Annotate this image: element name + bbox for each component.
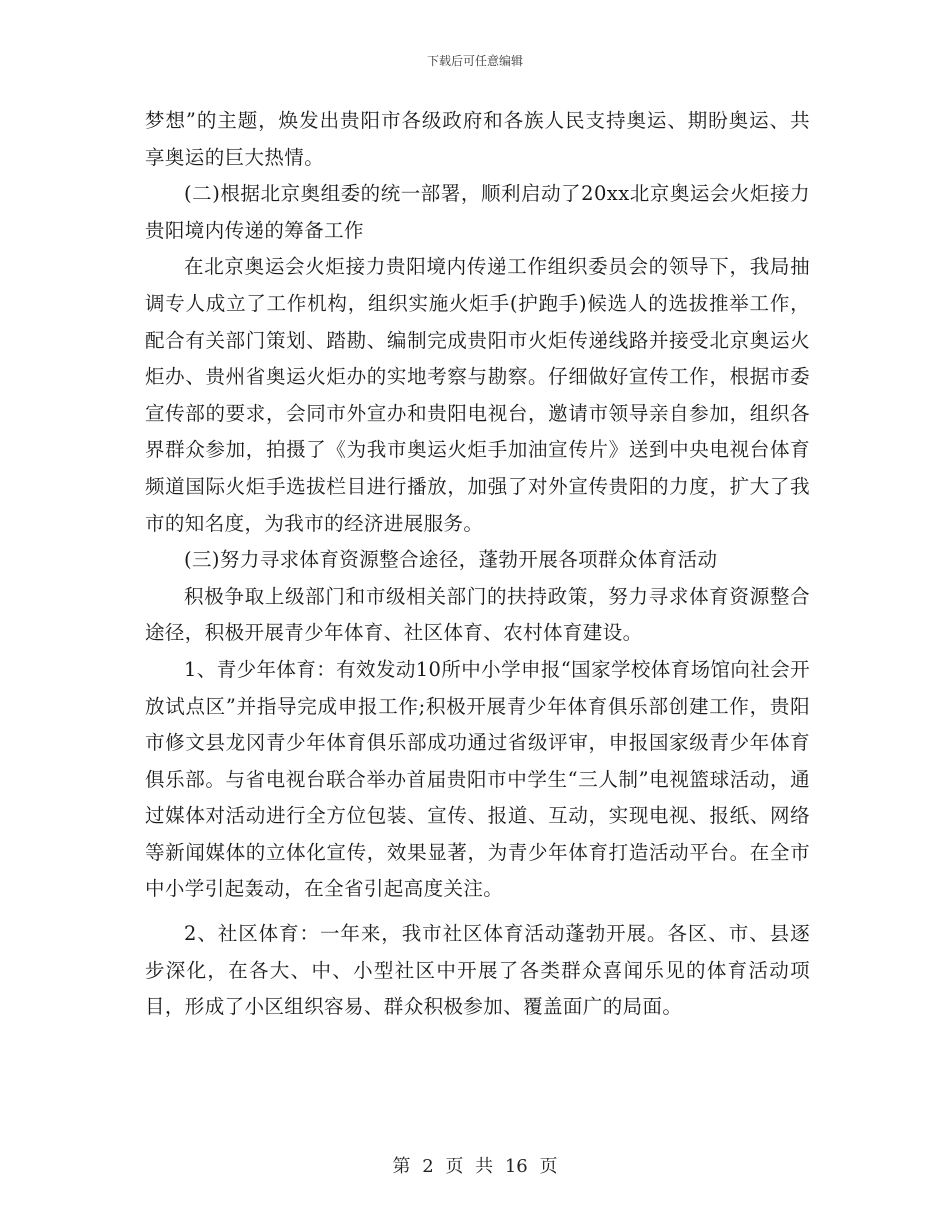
section-heading-3: (三)努力寻求体育资源整合途径，蓬勃开展各项群众体育活动 [184, 548, 718, 572]
section-heading-2: (二)根据北京奥组委的统一部署，顺利启动了20xx北京奥运会火炬接力贵阳境内传递的筹备工作 [145, 182, 810, 242]
paragraph-torch-relay: 在北京奥运会火炬接力贵阳境内传递工作组织委员会的领导下，我局抽调专人成立了工作机构，组织实施火炬手(护跑手)候选人的选拔推举工作，配合有关部门策划、踏勘、编制完成贵阳市火炬传递线路并接受北京奥运火炬办、贵州省奥运火炬办的实地考察与勘察。仔细做好宣传工作，根据市委宣传部的要求，会同市外宣办和贵阳电视台，邀请市领导亲自参加，组织各界群众参加，拍摄了《为我市奥运火炬手加油宣传片》送到中央电视台体育频道国际火炬手选拔栏目进行播放，加强了对外宣传贵阳的力度，扩大了我市的知名度，为我市的经济进展服务。 [145, 255, 810, 535]
paragraph-1: 梦想”的主题，焕发出贵阳市各级政府和各族人民支持奥运、期盼奥运、共享奥运的巨大热情。 [145, 109, 810, 169]
paragraph-community-sports: 2、社区体育：一年来，我市社区体育活动蓬勃开展。各区、市、县逐步深化，在各大、中、小型社区中开展了各类群众喜闻乐见的体育活动项目，形成了小区组织容易、群众积极参加、覆盖面广的局面。 [145, 922, 810, 1019]
paragraph-resources: 积极争取上级部门和市级相关部门的扶持政策，努力寻求体育资源整合途径，积极开展青少年体育、社区体育、农村体育建设。 [145, 584, 810, 645]
page-number-footer: 第 2 页 共 16 页 [392, 1156, 558, 1177]
page-header: 下载后可任意编辑 [426, 54, 523, 68]
paragraph-youth-sports: 1、青少年体育：有效发动10所中小学申报“国家学校体育场馆向社会开放试点区”并指导完成申报工作;积极开展青少年体育俱乐部创建工作，贵阳市修文县龙冈青少年体育俱乐部成功通过省级评审，申报国家级青少年体育俱乐部。与省电视台联合举办首届贵阳市中学生“三人制”电视篮球活动，通过媒体对活动进行全方位包装、宣传、报道、互动，实现电视、报纸、网络等新闻媒体的立体化宣传，效果显著，为青少年体育打造活动平台。在全市中小学引起轰动，在全省引起高度关注。 [145, 657, 810, 901]
document-body [145, 103, 810, 1026]
